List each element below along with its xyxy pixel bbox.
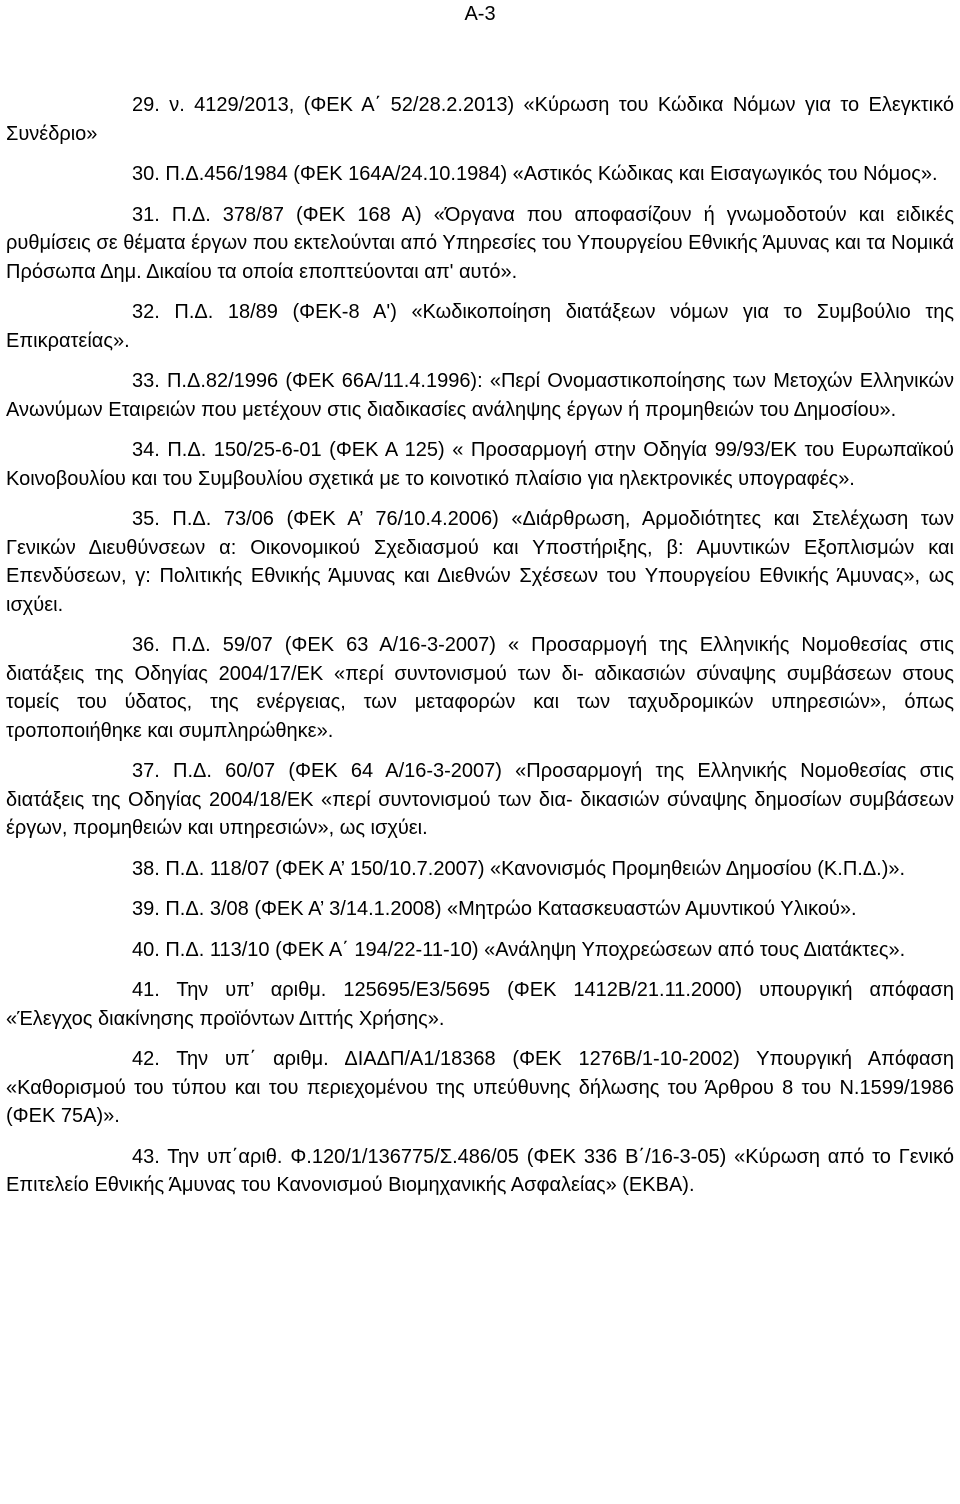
list-item-36: 36. Π.Δ. 59/07 (ΦΕΚ 63 Α/16-3-2007) « Προσαρμογή της Ελληνικής Νομοθεσίας στις διατάξεις της Οδηγίας 2004/17/ΕΚ «περί συντονισμού των δι- αδικασιών σύναψης συμβάσεων στους τομείς του ύδατος, της ενέργειας, των μεταφορών και των ταχυδρομικών υπηρεσιών», όπως τροποποιήθηκε και συμπληρώθηκε». (6, 634, 954, 742)
list-item-35: 35. Π.Δ. 73/06 (ΦΕΚ Α’ 76/10.4.2006) «Διάρθρωση, Αρμοδιότητες και Στελέχωση των Γενικών Διευθύνσεων α: Οικονομικού Σχεδιασμού και Υποστήριξης, β: Αμυντικών Εξοπλισμών και Επενδύσεων, γ: Πολιτικής Εθνικής Άμυνας και Διεθνών Σχέσεων του Υπουργείου Εθνικής Άμυνας», ως ισχύει. (6, 508, 954, 616)
list-item-31: 31. Π.Δ. 378/87 (ΦΕΚ 168 Α) «Όργανα που αποφασίζουν ή γνωμοδοτούν και ειδικές ρυθμίσεις σε θέματα έργων που εκτελούνται από Υπηρεσίες του Υπουργείου Εθνικής Άμυνας και τα Νομικά Πρόσωπα Δημ. Δικαίου τα οποία εποπτεύονται απ' αυτό». (6, 203, 954, 283)
list-item-37: 37. Π.Δ. 60/07 (ΦΕΚ 64 Α/16-3-2007) «Προσαρμογή της Ελληνικής Νομοθεσίας στις διατάξεις της Οδηγίας 2004/18/ΕΚ «περί συντονισμού των δια- δικασιών σύναψης δημοσίων συμβάσεων έργων, προμηθειών και υπηρεσιών», ως ισχύει. (6, 760, 954, 839)
list-item-34: 34. Π.Δ. 150/25-6-01 (ΦΕΚ Α 125) « Προσαρμογή στην Οδηγία 99/93/ΕΚ του Ευρωπαϊκού Κοινοβουλίου και του Συμβουλίου σχετικά με το κοινοτικό πλαίσιο για ηλεκτρονικές υπογραφές». (6, 439, 954, 490)
list-item-33: 33. Π.Δ.82/1996 (ΦΕΚ 66Α/11.4.1996): «Περί Ονομαστικοποίησης των Μετοχών Ελληνικών Ανωνύμων Εταιρειών που μετέχουν στις διαδικασίες ανάληψης έργων ή προμηθειών του Δημοσίου». (6, 370, 954, 421)
list-item-43: 43. Την υπ΄αριθ. Φ.120/1/136775/Σ.486/05 (ΦΕΚ 336 Β΄/16-3-05) «Κύρωση από το Γενικό Επιτελείο Εθνικής Άμυνας του Κανονισμού Βιομηχανικής Ασφαλείας» (ΕΚΒΑ). (6, 1145, 954, 1196)
list-item-41: 41. Την υπ’ αριθμ. 125695/Ε3/5695 (ΦΕΚ 1412Β/21.11.2000) υπουργική απόφαση «Έλεγχος διακίνησης προϊόντων Διττής Χρήσης». (6, 979, 954, 1030)
list-item-30: 30. Π.Δ.456/1984 (ΦΕΚ 164Α/24.10.1984) «Αστικός Κώδικας και Εισαγωγικός του Νόμος». (132, 163, 938, 185)
page-number: Α-3 (464, 3, 496, 25)
list-item-38: 38. Π.Δ. 118/07 (ΦΕΚ Α’ 150/10.7.2007) «Κανονισμός Προμηθειών Δημοσίου (Κ.Π.Δ.)». (132, 857, 906, 880)
list-item-29: 29. ν. 4129/2013, (ΦΕΚ Α΄ 52/28.2.2013) «Κύρωση του Κώδικα Νόμων για το Ελεγκτικό Συνέδριο» (6, 94, 954, 145)
list-item-42: 42. Την υπ΄ αριθμ. ΔΙΑΔΠ/Α1/18368 (ΦΕΚ 1276Β/1-10-2002) Υπουργική Απόφαση «Καθορισμού του τύπου και του περιεχομένου της υπεύθυνης δήλωσης του Άρθρου 8 του Ν.1599/1986 (ΦΕΚ 75Α)». (6, 1048, 954, 1127)
list-item-39: 39. Π.Δ. 3/08 (ΦΕΚ Α’ 3/14.1.2008) «Μητρώο Κατασκευαστών Αμυντικού Υλικού». (132, 898, 857, 920)
list-item-32: 32. Π.Δ. 18/89 (ΦΕΚ-8 Α') «Κωδικοποίηση διατάξεων νόμων για το Συμβούλιο της Επικρατείας». (6, 301, 954, 352)
list-item-40: 40. Π.Δ. 113/10 (ΦΕΚ Α΄ 194/22-11-10) «Ανάληψη Υποχρεώσεων από τους Διατάκτες». (132, 938, 906, 961)
legislation-list (6, 91, 954, 1206)
